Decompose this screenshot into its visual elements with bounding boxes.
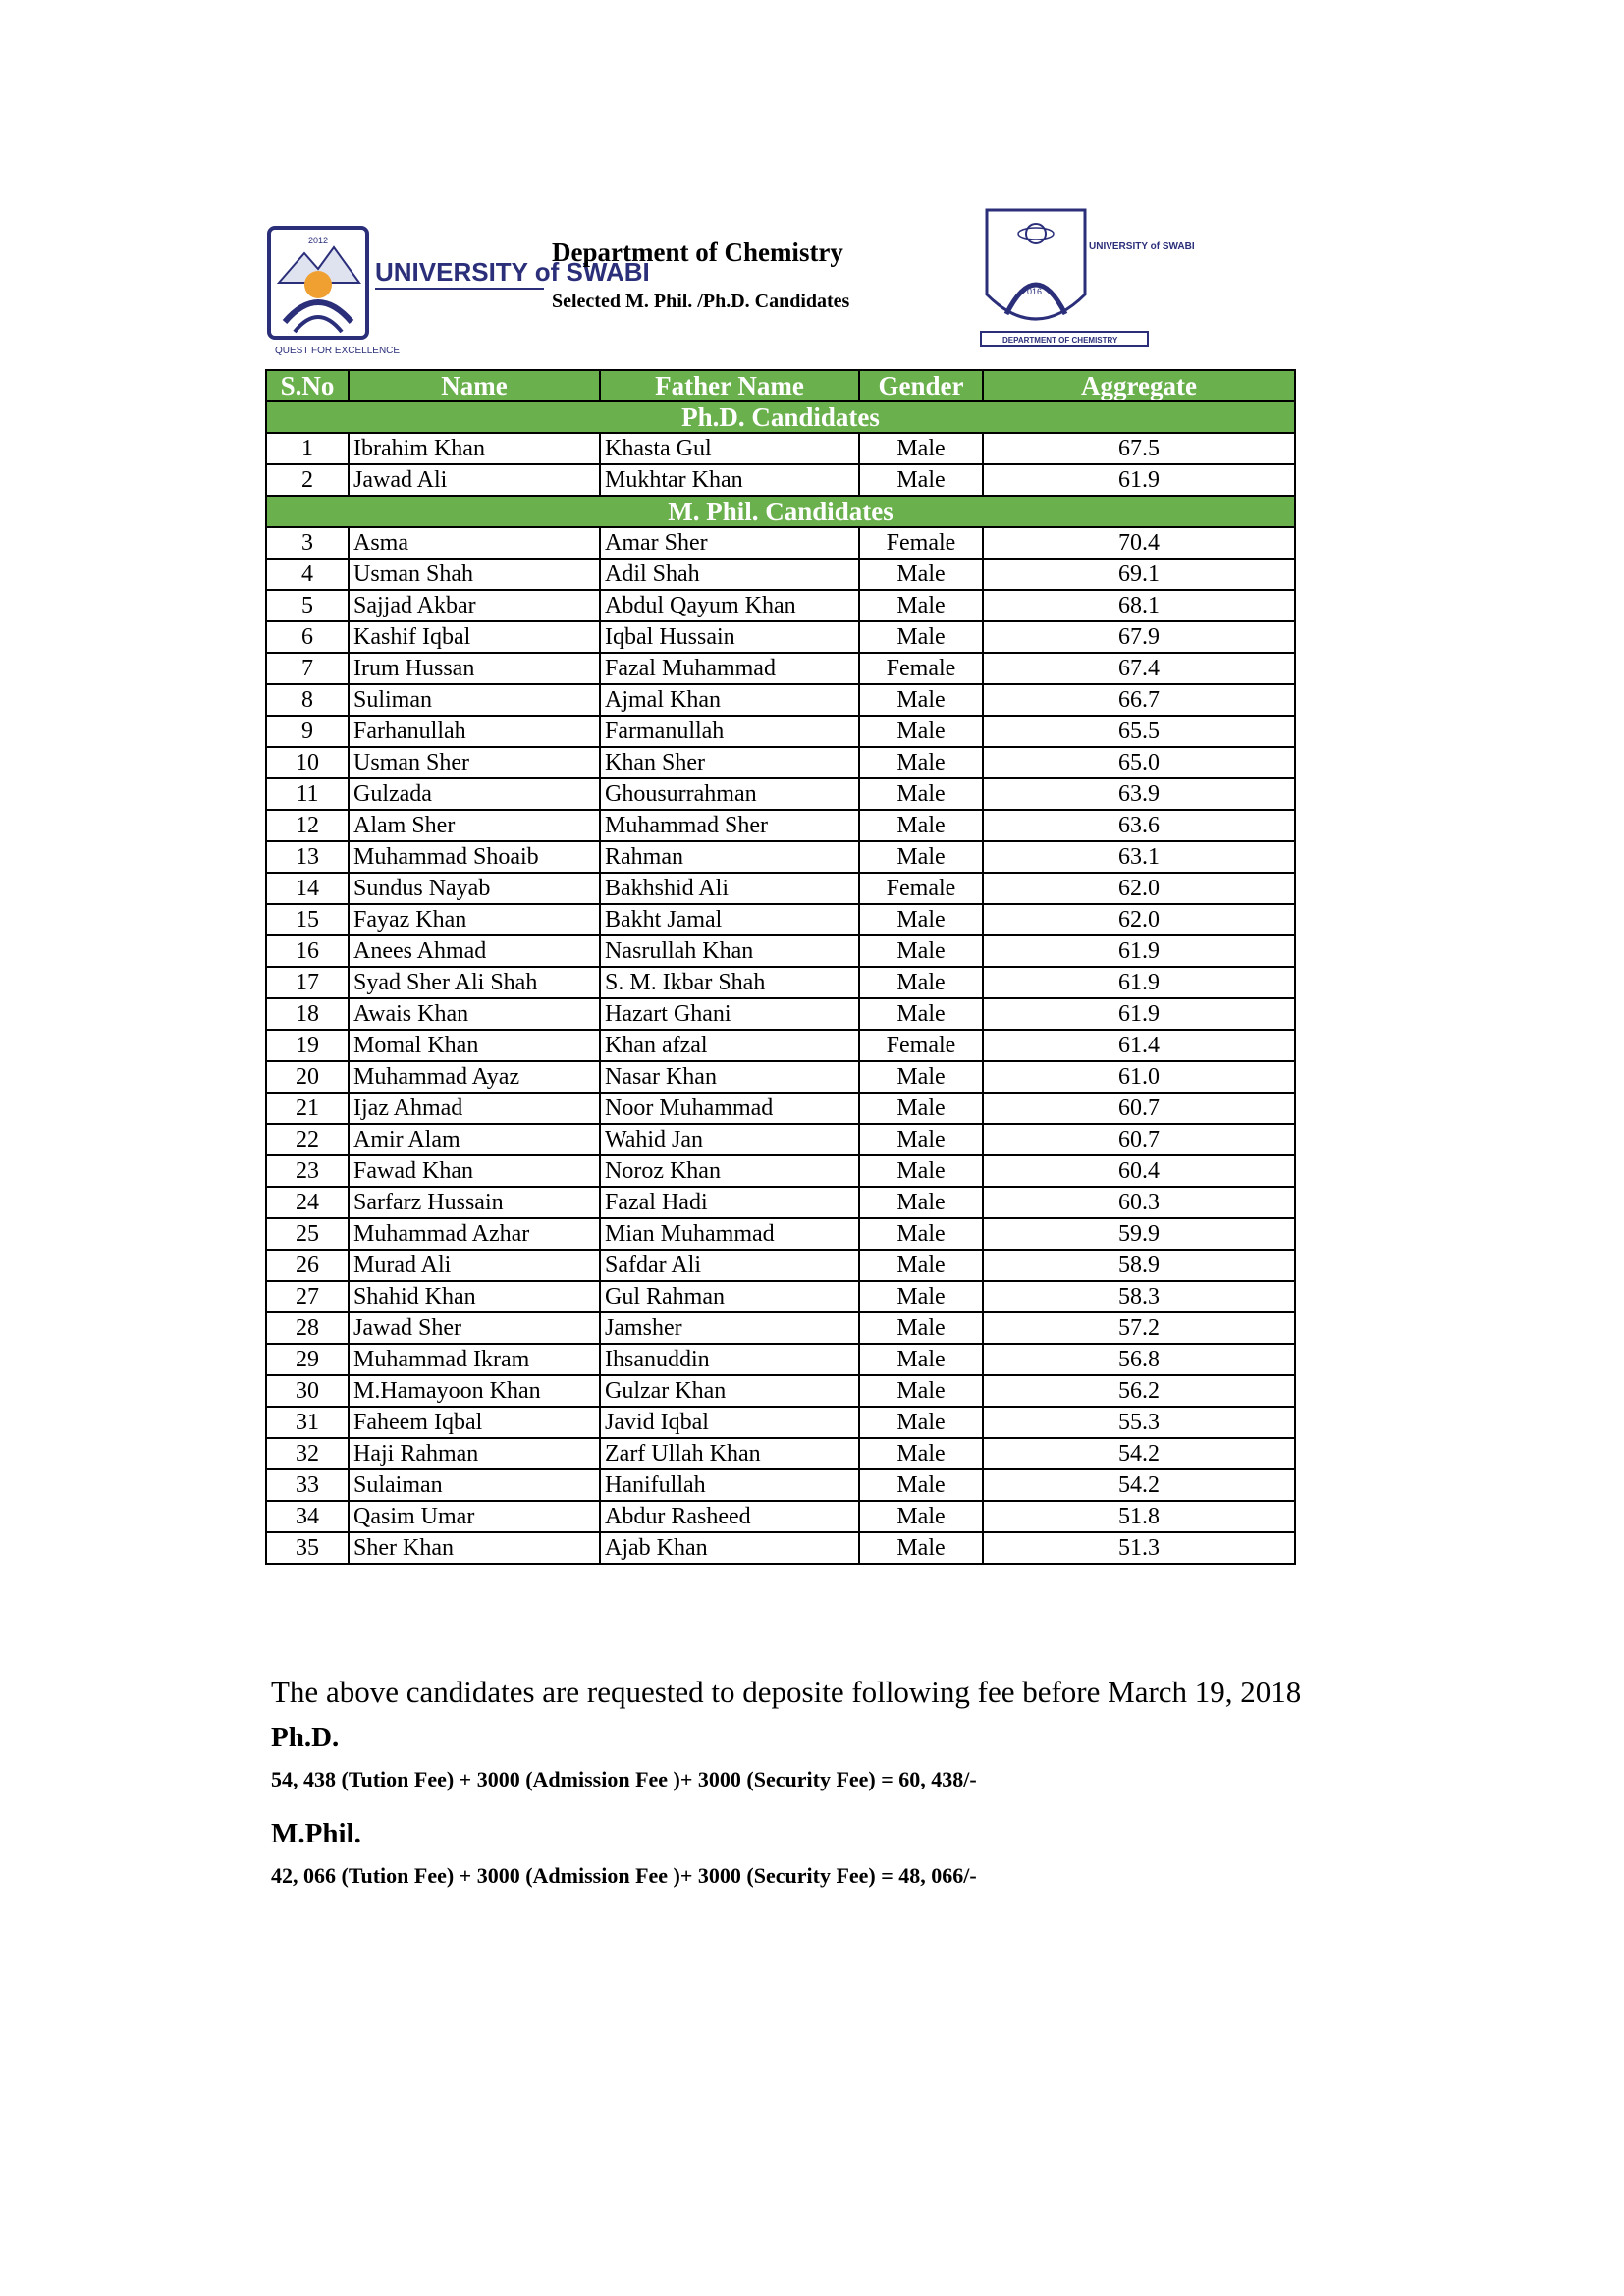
father-name: Amar Sher: [600, 527, 859, 559]
gender: Male: [859, 1469, 983, 1501]
gender: Male: [859, 716, 983, 747]
logo-text: UNIVERSITY of SWABI: [375, 257, 650, 287]
candidate-name: Syad Sher Ali Shah: [349, 967, 600, 998]
father-name: Bakhshid Ali: [600, 873, 859, 904]
dept-logo-banner: DEPARTMENT OF CHEMISTRY: [1002, 336, 1118, 345]
table-row: [266, 1061, 1295, 1093]
aggregate: 67.9: [983, 621, 1295, 653]
candidate-name: Jawad Ali: [349, 464, 600, 496]
serial-number: 16: [266, 935, 349, 967]
section-header-row: [266, 496, 1295, 527]
candidate-name: Usman Shah: [349, 559, 600, 590]
serial-number: 4: [266, 559, 349, 590]
aggregate: 55.3: [983, 1407, 1295, 1438]
gender: Male: [859, 684, 983, 716]
table-row: [266, 778, 1295, 810]
serial-number: 10: [266, 747, 349, 778]
candidate-name: Kashif Iqbal: [349, 621, 600, 653]
father-name: Jamsher: [600, 1312, 859, 1344]
candidate-name: Murad Ali: [349, 1250, 600, 1281]
phd-fee-line: 54, 438 (Tution Fee) + 3000 (Admission Fee )+ 3000 (Security Fee) = 60, 438/-: [271, 1767, 977, 1791]
gender: Female: [859, 873, 983, 904]
father-name: Fazal Muhammad: [600, 653, 859, 684]
table-row: [266, 621, 1295, 653]
father-name: Abdur Rasheed: [600, 1501, 859, 1532]
serial-number: 9: [266, 716, 349, 747]
university-logo: [265, 224, 650, 361]
table-row: [266, 1250, 1295, 1281]
aggregate: 56.8: [983, 1344, 1295, 1375]
aggregate: 63.6: [983, 810, 1295, 841]
aggregate: 61.0: [983, 1061, 1295, 1093]
aggregate: 61.9: [983, 464, 1295, 496]
gender: Male: [859, 1532, 983, 1564]
serial-number: 30: [266, 1375, 349, 1407]
candidate-name: Amir Alam: [349, 1124, 600, 1155]
gender: Male: [859, 1093, 983, 1124]
table-row: [266, 559, 1295, 590]
table-row: [266, 841, 1295, 873]
gender: Male: [859, 810, 983, 841]
father-name: Muhammad Sher: [600, 810, 859, 841]
father-name: Fazal Hadi: [600, 1187, 859, 1218]
aggregate: 61.9: [983, 935, 1295, 967]
candidate-name: Sulaiman: [349, 1469, 600, 1501]
aggregate: 54.2: [983, 1469, 1295, 1501]
department-title: Department of Chemistry: [552, 238, 843, 267]
gender: Male: [859, 967, 983, 998]
serial-number: 15: [266, 904, 349, 935]
gender: Male: [859, 904, 983, 935]
section-title: Ph.D. Candidates: [266, 401, 1295, 433]
father-name: Noroz Khan: [600, 1155, 859, 1187]
table-row: [266, 1155, 1295, 1187]
aggregate: 65.5: [983, 716, 1295, 747]
table-row: [266, 684, 1295, 716]
father-name: Khan afzal: [600, 1030, 859, 1061]
table-row: [266, 1124, 1295, 1155]
aggregate: 70.4: [983, 527, 1295, 559]
serial-number: 20: [266, 1061, 349, 1093]
table-header-row: [266, 370, 1295, 401]
table-row: [266, 1344, 1295, 1375]
phd-fee-heading: Ph.D.: [271, 1722, 340, 1753]
candidate-name: Qasim Umar: [349, 1501, 600, 1532]
father-name: Hazart Ghani: [600, 998, 859, 1030]
candidate-name: Shahid Khan: [349, 1281, 600, 1312]
serial-number: 27: [266, 1281, 349, 1312]
table-row: [266, 527, 1295, 559]
gender: Female: [859, 653, 983, 684]
aggregate: 60.3: [983, 1187, 1295, 1218]
gender: Male: [859, 1187, 983, 1218]
table-row: [266, 590, 1295, 621]
logo-motto: QUEST FOR EXCELLENCE: [275, 346, 401, 356]
father-name: Noor Muhammad: [600, 1093, 859, 1124]
serial-number: 24: [266, 1187, 349, 1218]
serial-number: 35: [266, 1532, 349, 1564]
candidate-name: Gulzada: [349, 778, 600, 810]
serial-number: 3: [266, 527, 349, 559]
candidate-name: Sarfarz Hussain: [349, 1187, 600, 1218]
father-name: Ghousurrahman: [600, 778, 859, 810]
aggregate: 65.0: [983, 747, 1295, 778]
gender-header: Gender: [859, 370, 983, 401]
aggregate: 51.3: [983, 1532, 1295, 1564]
candidate-name: Sajjad Akbar: [349, 590, 600, 621]
candidate-name: M.Hamayoon Khan: [349, 1375, 600, 1407]
aggregate: 67.4: [983, 653, 1295, 684]
father-name: Bakht Jamal: [600, 904, 859, 935]
section-title: M. Phil. Candidates: [266, 496, 1295, 527]
mphil-fee-line: 42, 066 (Tution Fee) + 3000 (Admission Fee )+ 3000 (Security Fee) = 48, 066/-: [271, 1863, 977, 1888]
candidate-name: Ibrahim Khan: [349, 433, 600, 464]
aggregate: 51.8: [983, 1501, 1295, 1532]
gender: Male: [859, 1312, 983, 1344]
aggregate: 61.9: [983, 998, 1295, 1030]
aggregate: 61.9: [983, 967, 1295, 998]
serial-number: 13: [266, 841, 349, 873]
table-row: [266, 1532, 1295, 1564]
serial-number: 26: [266, 1250, 349, 1281]
father-name: Khan Sher: [600, 747, 859, 778]
gender: Male: [859, 559, 983, 590]
table-row: [266, 1469, 1295, 1501]
gender: Male: [859, 1061, 983, 1093]
sno-header: S.No: [266, 370, 349, 401]
aggregate: 60.7: [983, 1093, 1295, 1124]
aggregate-header: Aggregate: [983, 370, 1295, 401]
candidate-name: Farhanullah: [349, 716, 600, 747]
dept-logo-text: UNIVERSITY of SWABI: [1089, 241, 1195, 252]
gender: Male: [859, 998, 983, 1030]
serial-number: 31: [266, 1407, 349, 1438]
candidate-name: Asma: [349, 527, 600, 559]
candidate-name: Awais Khan: [349, 998, 600, 1030]
gender: Male: [859, 621, 983, 653]
father-name: Iqbal Hussain: [600, 621, 859, 653]
aggregate: 59.9: [983, 1218, 1295, 1250]
table-row: [266, 653, 1295, 684]
serial-number: 22: [266, 1124, 349, 1155]
gender: Male: [859, 935, 983, 967]
gender: Male: [859, 1375, 983, 1407]
father-name: Javid Iqbal: [600, 1407, 859, 1438]
aggregate: 62.0: [983, 873, 1295, 904]
gender: Male: [859, 841, 983, 873]
serial-number: 17: [266, 967, 349, 998]
serial-number: 18: [266, 998, 349, 1030]
gender: Male: [859, 1344, 983, 1375]
gender: Male: [859, 1501, 983, 1532]
table-row: [266, 1438, 1295, 1469]
aggregate: 67.5: [983, 433, 1295, 464]
gender: Male: [859, 464, 983, 496]
serial-number: 23: [266, 1155, 349, 1187]
candidate-name: Irum Hussan: [349, 653, 600, 684]
gender: Male: [859, 1124, 983, 1155]
name-header: Name: [349, 370, 600, 401]
aggregate: 68.1: [983, 590, 1295, 621]
serial-number: 14: [266, 873, 349, 904]
father-name: Nasrullah Khan: [600, 935, 859, 967]
serial-number: 29: [266, 1344, 349, 1375]
serial-number: 19: [266, 1030, 349, 1061]
father-name: Ihsanuddin: [600, 1344, 859, 1375]
father-name: Ajab Khan: [600, 1532, 859, 1564]
logo-year: 2012: [308, 236, 329, 245]
aggregate: 56.2: [983, 1375, 1295, 1407]
document-header: [265, 206, 1286, 363]
gender: Male: [859, 1407, 983, 1438]
table-row: [266, 967, 1295, 998]
dept-logo-year: 2016: [1022, 287, 1043, 296]
serial-number: 32: [266, 1438, 349, 1469]
aggregate: 62.0: [983, 904, 1295, 935]
table-row: [266, 1218, 1295, 1250]
candidate-name: Muhammad Shoaib: [349, 841, 600, 873]
table-row: [266, 873, 1295, 904]
table-row: [266, 1407, 1295, 1438]
aggregate: 60.4: [983, 1155, 1295, 1187]
aggregate: 63.1: [983, 841, 1295, 873]
serial-number: 8: [266, 684, 349, 716]
candidate-name: Jawad Sher: [349, 1312, 600, 1344]
table-row: [266, 1030, 1295, 1061]
father-name: Rahman: [600, 841, 859, 873]
table-row: [266, 1093, 1295, 1124]
serial-number: 28: [266, 1312, 349, 1344]
table-row: [266, 810, 1295, 841]
father-name-header: Father Name: [600, 370, 859, 401]
serial-number: 33: [266, 1469, 349, 1501]
candidate-name: Muhammad Ikram: [349, 1344, 600, 1375]
father-name: Mian Muhammad: [600, 1218, 859, 1250]
table-row: [266, 935, 1295, 967]
father-name: Mukhtar Khan: [600, 464, 859, 496]
gender: Male: [859, 1218, 983, 1250]
mphil-fee-heading: M.Phil.: [271, 1818, 361, 1849]
candidate-name: Muhammad Ayaz: [349, 1061, 600, 1093]
father-name: Gul Rahman: [600, 1281, 859, 1312]
serial-number: 34: [266, 1501, 349, 1532]
father-name: Ajmal Khan: [600, 684, 859, 716]
serial-number: 25: [266, 1218, 349, 1250]
candidate-name: Anees Ahmad: [349, 935, 600, 967]
serial-number: 5: [266, 590, 349, 621]
aggregate: 69.1: [983, 559, 1295, 590]
candidate-name: Fawad Khan: [349, 1155, 600, 1187]
candidates-table: [265, 369, 1296, 1565]
gender: Male: [859, 778, 983, 810]
candidate-name: Ijaz Ahmad: [349, 1093, 600, 1124]
gender: Female: [859, 527, 983, 559]
father-name: Zarf Ullah Khan: [600, 1438, 859, 1469]
table-row: [266, 1375, 1295, 1407]
gender: Male: [859, 747, 983, 778]
table-row: [266, 716, 1295, 747]
aggregate: 58.3: [983, 1281, 1295, 1312]
father-name: S. M. Ikbar Shah: [600, 967, 859, 998]
aggregate: 58.9: [983, 1250, 1295, 1281]
table-row: [266, 464, 1295, 496]
table-row: [266, 433, 1295, 464]
table-row: [266, 1501, 1295, 1532]
table-row: [266, 1187, 1295, 1218]
father-name: Khasta Gul: [600, 433, 859, 464]
candidate-name: Suliman: [349, 684, 600, 716]
section-header-row: [266, 401, 1295, 433]
serial-number: 11: [266, 778, 349, 810]
gender: Male: [859, 1155, 983, 1187]
father-name: Farmanullah: [600, 716, 859, 747]
father-name: Abdul Qayum Khan: [600, 590, 859, 621]
father-name: Safdar Ali: [600, 1250, 859, 1281]
father-name: Adil Shah: [600, 559, 859, 590]
father-name: Gulzar Khan: [600, 1375, 859, 1407]
father-name: Hanifullah: [600, 1469, 859, 1501]
candidate-name: Usman Sher: [349, 747, 600, 778]
serial-number: 7: [266, 653, 349, 684]
serial-number: 12: [266, 810, 349, 841]
gender: Male: [859, 1281, 983, 1312]
candidate-name: Sundus Nayab: [349, 873, 600, 904]
department-logo: [977, 206, 1193, 353]
document-subtitle: Selected M. Phil. /Ph.D. Candidates: [552, 291, 850, 312]
table-row: [266, 1312, 1295, 1344]
aggregate: 57.2: [983, 1312, 1295, 1344]
candidate-name: Sher Khan: [349, 1532, 600, 1564]
gender: Male: [859, 433, 983, 464]
candidate-name: Momal Khan: [349, 1030, 600, 1061]
aggregate: 54.2: [983, 1438, 1295, 1469]
serial-number: 6: [266, 621, 349, 653]
aggregate: 66.7: [983, 684, 1295, 716]
candidate-name: Alam Sher: [349, 810, 600, 841]
gender: Male: [859, 590, 983, 621]
candidate-name: Faheem Iqbal: [349, 1407, 600, 1438]
serial-number: 1: [266, 433, 349, 464]
gender: Male: [859, 1438, 983, 1469]
gender: Male: [859, 1250, 983, 1281]
candidate-name: Fayaz Khan: [349, 904, 600, 935]
table-row: [266, 904, 1295, 935]
table-row: [266, 747, 1295, 778]
table-row: [266, 998, 1295, 1030]
aggregate: 60.7: [983, 1124, 1295, 1155]
aggregate: 63.9: [983, 778, 1295, 810]
fee-notice: The above candidates are requested to deposite following fee before March 19, 2018: [271, 1675, 1302, 1709]
table-row: [266, 1281, 1295, 1312]
candidate-name: Haji Rahman: [349, 1438, 600, 1469]
father-name: Nasar Khan: [600, 1061, 859, 1093]
gender: Female: [859, 1030, 983, 1061]
candidate-name: Muhammad Azhar: [349, 1218, 600, 1250]
father-name: Wahid Jan: [600, 1124, 859, 1155]
aggregate: 61.4: [983, 1030, 1295, 1061]
serial-number: 2: [266, 464, 349, 496]
serial-number: 21: [266, 1093, 349, 1124]
